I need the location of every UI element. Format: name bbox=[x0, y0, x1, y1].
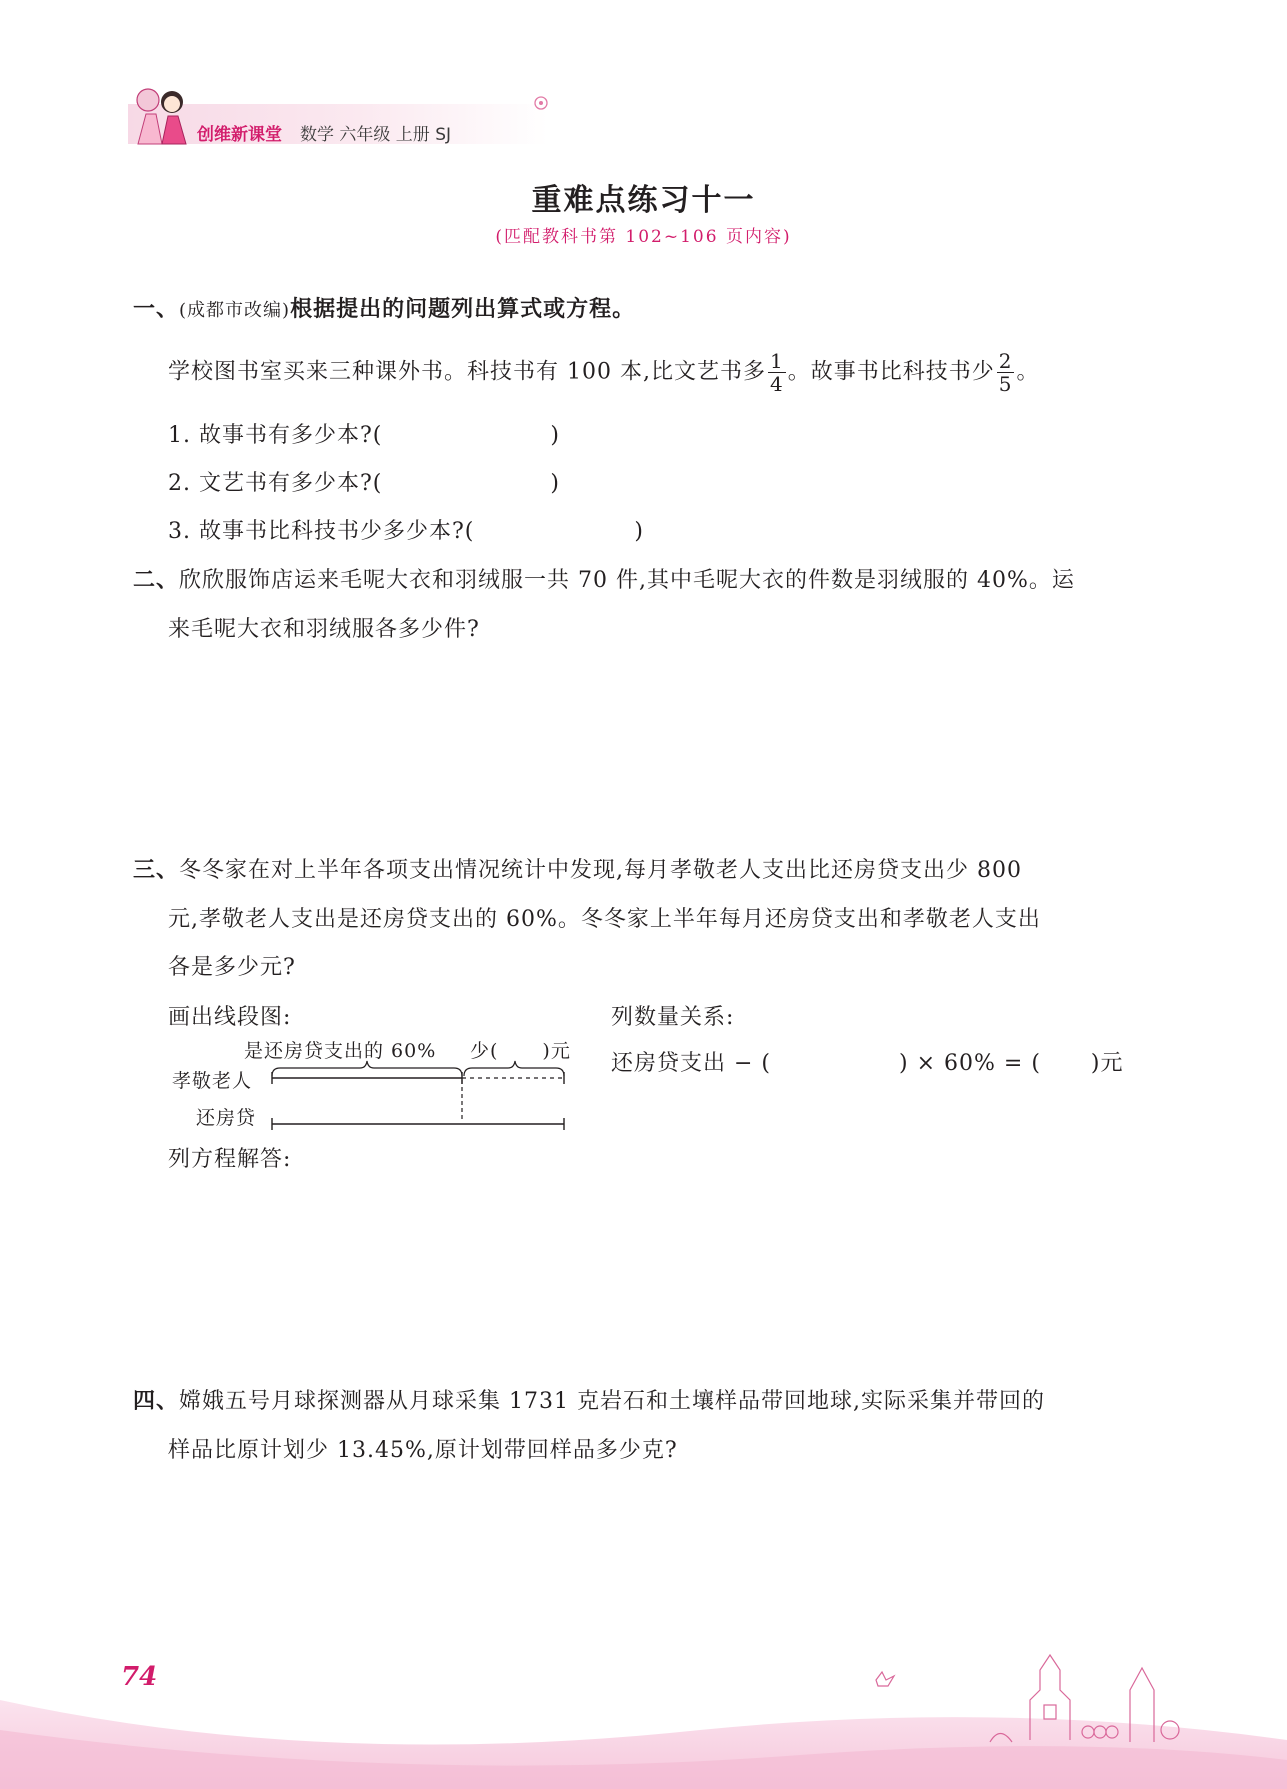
page-number: 74 bbox=[121, 1662, 158, 1692]
q4-line1-text: 嫦娥五号月球探测器从月球采集 1731 克岩石和土壤样品带回地球,实际采集并带回的 bbox=[179, 1389, 1045, 1414]
frac2-numerator: 2 bbox=[998, 349, 1013, 373]
diagram-less-text: 少( bbox=[470, 1040, 499, 1062]
brace-elder bbox=[272, 1061, 462, 1076]
q2-line2: 来毛呢大衣和羽绒服各多少件? bbox=[168, 617, 480, 642]
frac1-numerator: 1 bbox=[769, 349, 784, 373]
q1-number: 一、 bbox=[133, 297, 180, 322]
close-paren: ) bbox=[550, 471, 560, 496]
equation-label: 列方程解答: bbox=[168, 1147, 292, 1172]
relation-formula bbox=[611, 1046, 1124, 1077]
fraction-two-fifths bbox=[997, 350, 1015, 395]
page-title: 重难点练习十一 bbox=[531, 183, 756, 218]
flower-icon bbox=[532, 94, 550, 112]
q1-stem bbox=[168, 350, 1039, 395]
close-paren: ) bbox=[550, 423, 560, 448]
diagram-less-unit: )元 bbox=[542, 1040, 571, 1062]
q3-line1-text: 冬冬家在对上半年各项支出情况统计中发现,每月孝敬老人支出比还房贷支出少 800 bbox=[179, 858, 1022, 883]
castle-scene-icon bbox=[960, 1650, 1190, 1750]
draw-diagram-label: 画出线段图: bbox=[168, 1005, 292, 1030]
frac2-denominator: 5 bbox=[998, 372, 1013, 396]
q3-line3: 各是多少元? bbox=[168, 955, 296, 980]
subject-info: 数学 六年级 上册 SJ bbox=[300, 125, 452, 145]
close-paren: ) bbox=[634, 519, 644, 544]
diagram-row2-label: 还房贷 bbox=[196, 1107, 257, 1129]
q1-sub1-text: 1. 故事书有多少本?( bbox=[168, 423, 383, 448]
q1-sub3-text: 3. 故事书比科技书少多少本?( bbox=[168, 519, 475, 544]
q4-line1 bbox=[133, 1384, 1045, 1415]
brand-part1: 创维 bbox=[197, 125, 231, 145]
q3-line2: 元,孝敬老人支出是还房贷支出的 60%。冬冬家上半年每月还房贷支出和孝敬老人支出 bbox=[168, 907, 1041, 932]
diagram-row1-label: 孝敬老人 bbox=[172, 1070, 253, 1092]
relation-part1: 还房贷支出 − ( bbox=[611, 1051, 772, 1076]
relation-part2: ) × 60% = ( bbox=[899, 1051, 1041, 1076]
q1-note: (成都市改编) bbox=[179, 300, 291, 321]
diagram-top-label: 是还房贷支出的 60% bbox=[244, 1040, 437, 1062]
q3-line1 bbox=[133, 853, 1022, 884]
q3-number: 三、 bbox=[133, 858, 180, 883]
q1-stem-part2: 。故事书比科技书少 bbox=[787, 359, 995, 385]
q1-sub2-text: 2. 文艺书有多少本?( bbox=[168, 471, 383, 496]
header-text bbox=[197, 120, 451, 145]
relation-part3: )元 bbox=[1090, 1051, 1124, 1076]
q1-stem-part3: 。 bbox=[1016, 359, 1040, 385]
q2-number: 二、 bbox=[133, 568, 180, 593]
page-subtitle: (匹配教科书第 102~106 页内容) bbox=[495, 227, 792, 247]
relation-label: 列数量关系: bbox=[611, 1005, 735, 1030]
q1-sub2 bbox=[168, 466, 560, 497]
frac1-denominator: 4 bbox=[769, 372, 784, 396]
q1-sub3 bbox=[168, 514, 644, 545]
brace-difference bbox=[464, 1061, 564, 1076]
line-segment-diagram bbox=[268, 1058, 578, 1130]
q2-line1-text: 欣欣服饰店运来毛呢大衣和羽绒服一共 70 件,其中毛呢大衣的件数是羽绒服的 40%。运 bbox=[179, 568, 1075, 593]
fraction-one-fourth bbox=[768, 350, 786, 395]
q2-line1 bbox=[133, 563, 1075, 594]
q1-instruction: 根据提出的问题列出算式或方程。 bbox=[290, 297, 636, 322]
q1-stem-part1: 学校图书室买来三种课外书。科技书有 100 本,比文艺书多 bbox=[168, 359, 766, 385]
q1-sub1 bbox=[168, 418, 560, 449]
q4-line2: 样品比原计划少 13.45%,原计划带回样品多少克? bbox=[168, 1438, 678, 1463]
star-doodle-icon bbox=[872, 1668, 898, 1690]
brand-part2: 新课堂 bbox=[231, 125, 282, 145]
q1-heading bbox=[133, 292, 635, 323]
q4-number: 四、 bbox=[133, 1389, 180, 1414]
cartoon-kids-icon bbox=[128, 80, 190, 148]
